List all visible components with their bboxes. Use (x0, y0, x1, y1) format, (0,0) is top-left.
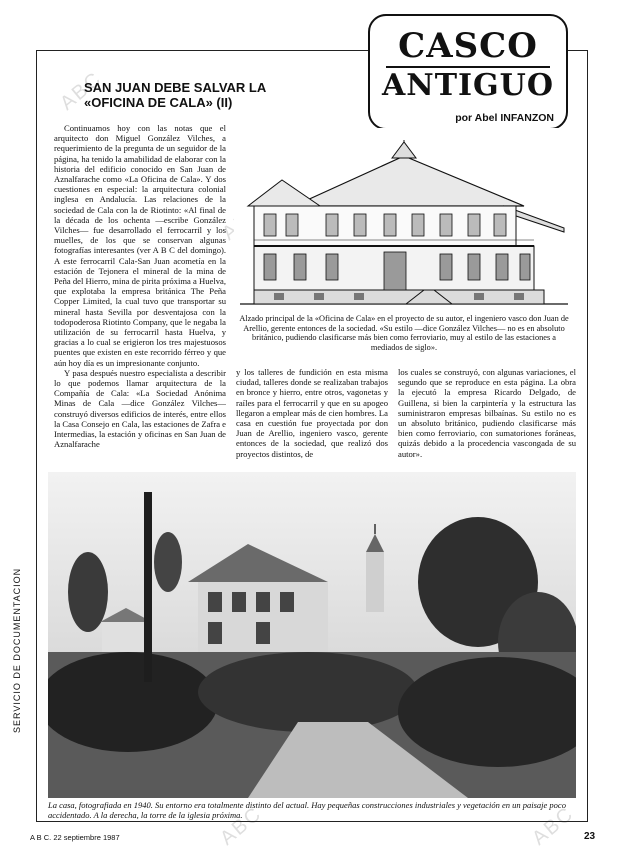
page-number: 23 (584, 831, 596, 842)
masthead-line-2: ANTIGUO (382, 68, 554, 103)
article-column-3 (398, 367, 576, 467)
abc-watermark: ABC (528, 802, 579, 850)
masthead-line-1: CASCO (398, 26, 538, 66)
historic-photograph (48, 472, 576, 798)
article-column-2 (236, 367, 388, 467)
abc-watermark: ABC (56, 67, 107, 115)
paragraph: Continuamos hoy con las notas que el arquitecto don Miguel González Vilches, a requerimiento de la pregunta de un seguidor de la página, ha tenido la amabilidad de elaborar con la historia del edificio conocido en San Juan de Aznalfarache como «La Oficina de Cala». Y dos cuestiones en especial: la arquitectura colonial inglesa en Andalucía. Las relaciones de la sociedad de Cala con la de Riotinto: «Al final de la década de los ochenta —escribe González Vilches— fue desarrollado el ferrocarril y los muelles, de los que se conservan algunas fotografías interesantes (ver A B C del domingo). A este ferrocarril Cala-San Juan acometía en la estación de Tejonera el mineral de la mina de Peña del Hierro, mina de pirita próxima a Huelva, que explotaba la empresa británica The Peña Copper Limited, la cual tuvo que transportar su mineral hasta Sevilla por desventajosa con la todopoderosa Riotinto Company, que le negaba la utilización de su ferrocarril hasta Huelva, y gracias a lo cual se erigieron los tres majestuosos puentes que existen en este recorrido férreo y que aún hoy día es un impresionante conjunto. (54, 123, 226, 368)
abc-watermark: ABC (216, 802, 267, 850)
footer-date: A B C. 22 septiembre 1987 (30, 833, 120, 842)
paragraph: los cuales se construyó, con algunas variaciones, el segundo que se reproduce en esta página. La obra la ejecutó la empresa Ricardo Delgado, de Guillena, si bien la carpintería y la estructura las suministraron empresas bilbaínas. Su estilo no es un absoluto británico, pudiendo clasificarse más bien como ferroviario, con sumatoriones foráneas, quizás debido a la procedencia vascongada de su autor». (398, 367, 576, 459)
drawing-caption: Alzado principal de la «Oficina de Cala» en el proyecto de su autor, el ingeniero vasco don Juan de Arellio, gerente entonces de la sociedad. «Su estilo —dice González Vilches— no es en absoluto británico, pudiendo clasificarse más bien como ferroviario, muy al estilo de las estaciones a mediados de siglo». (239, 314, 569, 352)
paragraph: Y pasa después nuestro especialista a describir lo que podemos llamar arquitectura de la Compañía de Cala: «La Sociedad Anónima Minas de Cala —dice González Vilches— construyó diversos edificios de interés, entre ellos la Casa Consejo en Cala, las estaciones de Zafra e Intermedias, la estación y oficinas en San Juan de Aznalfarache (54, 367, 226, 450)
section-masthead (368, 14, 568, 130)
building-elevation-drawing (234, 128, 574, 314)
byline: por Abel INFANZON (455, 112, 554, 124)
paragraph: y los talleres de fundición en esta misma ciudad, talleres donde se realizaban trabajos en bronce y hierro, entre otros, vagonetas y raíles para el ferrocarril y que en su apogeo llegaron a emplear más de cien hombres. La casa en cuestión fue proyectada por don Juan de Arellio, ingeniero vasco, gerente entonces de la sociedad, que realizó dos proyectos distintos, de (236, 367, 388, 459)
article-headline: SAN JUAN DEBE SALVAR LA «OFICINA DE CALA» (II) (84, 80, 266, 110)
photo-caption: La casa, fotografiada en 1940. Su entorno era totalmente distinto del actual. Hay pequeñas construcciones industriales y vegetación en un paisaje poco accidentado. A la derecha, la torre de la iglesia próxima. (48, 800, 566, 820)
photograph-image (48, 472, 576, 798)
archive-service-label: SERVICIO DE DOCUMENTACION (12, 567, 22, 733)
article-column-1 (54, 123, 226, 468)
